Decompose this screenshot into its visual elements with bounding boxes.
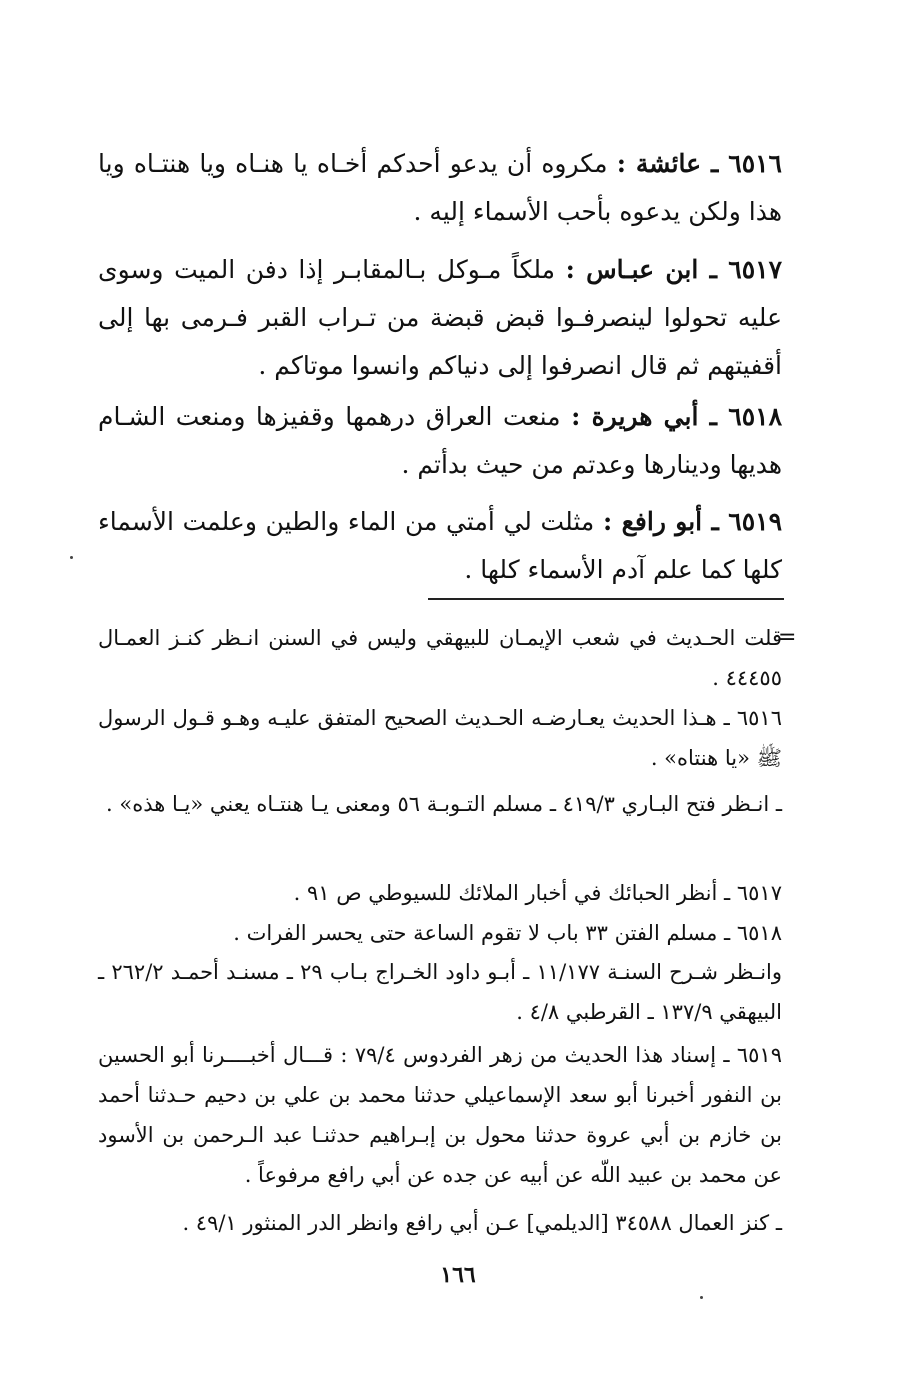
footnote-6516-ref: ـ انـظر فتح البـاري ٤١٩/٣ ـ مسلم التـوبـة ٥٦ ومعنى يـا هنتـاه يعني «يـا هذه» . <box>106 792 782 816</box>
footnote-6517: ٦٥١٧ ـ أنظر الحبائك في أخبار الملائك للسيوطي ص ٩١ . <box>293 881 782 905</box>
page-number: ١٦٦ <box>440 1262 476 1288</box>
footnote-6516: ٦٥١٦ ـ هـذا الحديث يعـارضـه الحـديث الصحيح المتفق عليـه وهـو قـول الرسول ﷺ «يا هنتاه» . <box>98 706 782 770</box>
footnote-continued: قلت الحـديث في شعب الإيمـان للبيهقي وليس في السنن انـظر كنـز العمـال ٤٤٤٥٥ . <box>98 626 782 690</box>
footnote-6518: ٦٥١٨ ـ مسلم الفتن ٣٣ باب لا تقوم الساعة حتى يحسر الفرات . <box>233 921 782 945</box>
footnote-separator <box>428 598 784 600</box>
entry-heading: ٦٥١٩ ـ أبو رافع : <box>602 507 782 536</box>
hadith-entry-6519 <box>98 498 782 594</box>
entry-text: مكروه أن يدعو أحدكم أخـاه يا هنـاه ويا هنتـاه ويا هذا ولكن يدعوه بأحب الأسماء إليه . <box>98 149 782 226</box>
scan-speck <box>700 1296 703 1299</box>
footnote-6518-ref: وانـظر شـرح السنـة ١١/١٧٧ ـ أبـو داود الخـراج بـاب ٢٩ ـ مسنـد أحمـد ٢٦٢/٢ ـ البيهقي ١٣٧/٩ ـ القرطبي ٤/٨ . <box>98 960 783 1024</box>
hadith-entry-6516 <box>98 140 782 236</box>
continuation-mark: = <box>778 625 797 650</box>
entry-heading: ٦٥١٧ ـ ابن عبـاس : <box>565 255 782 284</box>
footnote-6519: ٦٥١٩ ـ إسناد هذا الحديث من زهر الفردوس ٧٩/٤ : قـــال أخبــــرنا أبو الحسين بن النفور أخبرنا أبو سعد الإسماعيلي حدثنا محمد بن علي بن دحيم حـدثنا أحمد بن خازم بن أبي عروة حدثنا محول بن إبـراهيم حدثنـا عبد الـرحمن بن الأسود عن محمد بن عبيد اللّه عن أبيه عن جده عن أبي رافع مرفوعاً . <box>98 1043 782 1187</box>
entry-heading: ٦٥١٨ ـ أبي هريرة : <box>571 402 782 431</box>
hadith-entry-6518 <box>98 393 782 489</box>
entry-text: منعت العراق درهمها وقفيزها ومنعت الشـام هديها ودينارها وعدتم من حيث بدأتم . <box>98 402 782 479</box>
hadith-entry-6517 <box>98 246 782 390</box>
scan-speck <box>70 556 73 559</box>
footnote-6519-ref: ـ كنز العمال ٣٤٥٨٨ [الديلمي] عـن أبي رافع وانظر الدر المنثور ٤٩/١ . <box>182 1211 782 1235</box>
entry-heading: ٦٥١٦ ـ عائشة : <box>616 149 782 178</box>
entry-text: ملكاً مـوكل بـالمقابـر إذا دفن الميت وسوى عليه تحولوا لينصرفـوا قبض قبضة من تـراب القبر فـرمى بها إلى أقفيتهم ثم قال انصرفوا إلى دنياكم وانسوا موتاكم . <box>98 255 782 380</box>
entry-text: مثلت لي أمتي من الماء والطين وعلمت الأسماء كلها كما علم آدم الأسماء كلها . <box>98 507 782 584</box>
